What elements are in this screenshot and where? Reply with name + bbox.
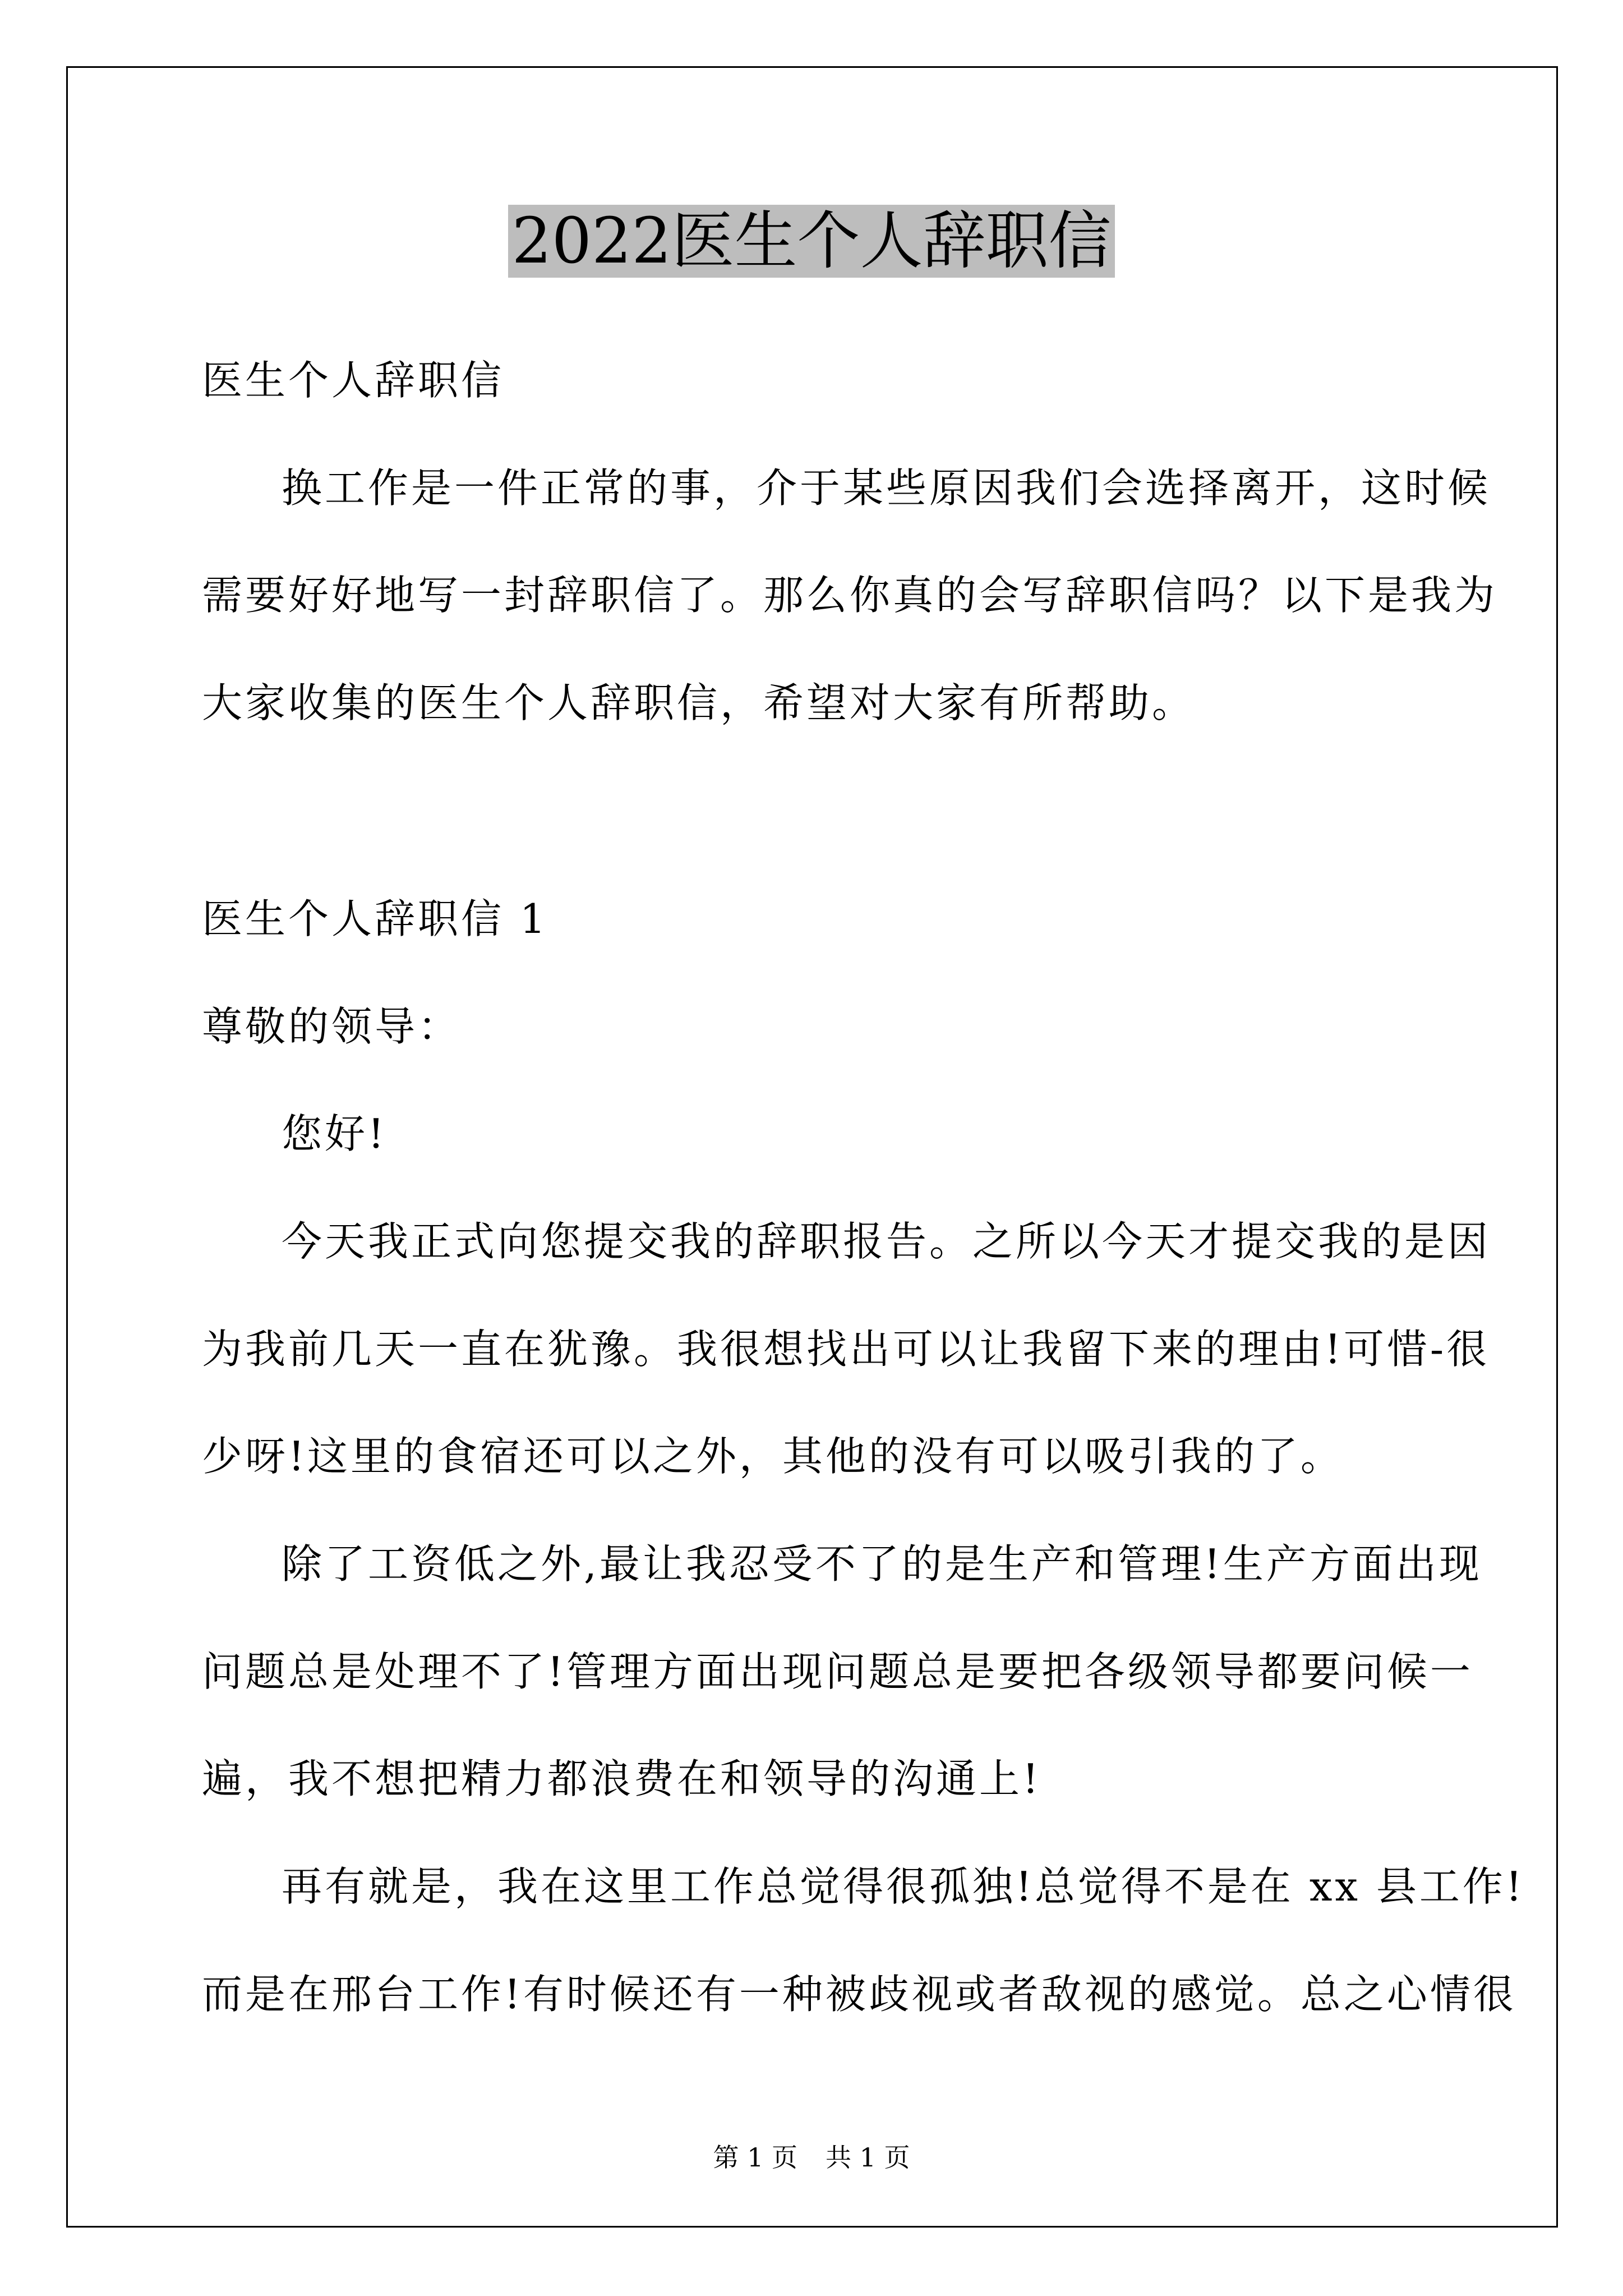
document-title	[0, 205, 1623, 278]
paragraph-line: 大家收集的医生个人辞职信，希望对大家有所帮助。	[202, 679, 1196, 726]
page-number: 第 1 页	[713, 2142, 797, 2173]
paragraph-line: 除了工资低之外,最让我忍受不了的是生产和管理!生产方面出现	[282, 1540, 1482, 1588]
paragraph-line: 而是在邢台工作!有时候还有一种被歧视或者敌视的感觉。总之心情很	[202, 1971, 1516, 2018]
paragraph-line: 遍，我不想把精力都浪费在和领导的沟通上!	[202, 1755, 1041, 1802]
paragraph-line: 再有就是，我在这里工作总觉得很孤独!总觉得不是在 xx 县工作!	[282, 1863, 1525, 1910]
paragraph-line: 换工作是一件正常的事，介于某些原因我们会选择离开，这时候	[282, 464, 1491, 512]
paragraph-line: 今天我正式向您提交我的辞职报告。之所以今天才提交我的是因	[282, 1218, 1491, 1265]
paragraph-line: 为我前几天一直在犹豫。我很想找出可以让我留下来的理由!可惜-很	[202, 1326, 1490, 1373]
greeting: 您好!	[282, 1110, 387, 1157]
paragraph-line: 问题总是处理不了!管理方面出现问题总是要把各级领导都要问候一	[202, 1648, 1473, 1695]
document-subtitle: 医生个人辞职信	[202, 357, 505, 404]
document-title-text: 2022医生个人辞职信	[508, 205, 1114, 278]
page-total: 共 1 页	[826, 2142, 910, 2173]
section-heading: 医生个人辞职信 1	[202, 895, 548, 942]
page-footer	[0, 2142, 1623, 2173]
paragraph-line: 需要好好地写一封辞职信了。那么你真的会写辞职信吗？以下是我为	[202, 572, 1498, 619]
paragraph-line: 少呀!这里的食宿还可以之外，其他的没有可以吸引我的了。	[202, 1433, 1344, 1480]
salutation: 尊敬的领导：	[202, 1003, 462, 1050]
